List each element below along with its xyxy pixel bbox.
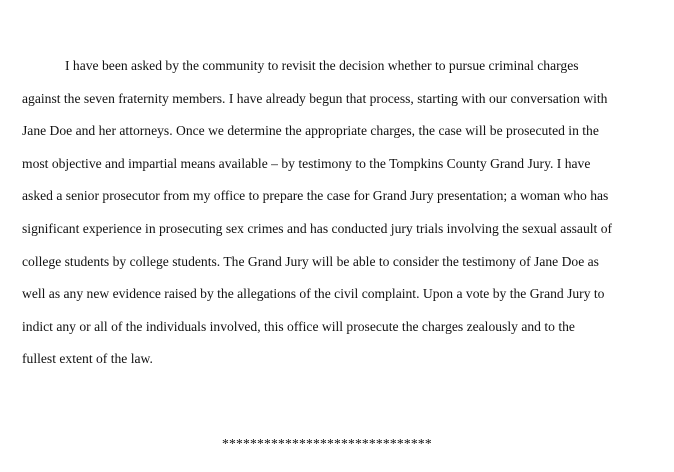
paragraph-line: most objective and impartial means available – by testimony to the Tompkins County Grand Jury. I have [22,155,591,171]
paragraph-line: I have been asked by the community to revisit the decision whether to pursue criminal charges [65,58,579,73]
section-separator: ****************************** [222,436,432,451]
paragraph-line: against the seven fraternity members. I have already begun that process, starting with our conversation with [22,90,608,106]
paragraph-line: well as any new evidence raised by the allegations of the civil complaint. Upon a vote by the Grand Jury to [22,286,605,302]
paragraph-line: college students by college students. The Grand Jury will be able to consider the testimony of Jane Doe as [22,253,599,269]
paragraph-line: asked a senior prosecutor from my office to prepare the case for Grand Jury presentation; a woman who has [22,188,609,204]
paragraph-line: significant experience in prosecuting sex crimes and has conducted jury trials involving the sexual assault of [22,220,613,236]
statement-paragraph [22,55,662,381]
paragraph-line: indict any or all of the individuals involved, this office will prosecute the charges zealously and to the [22,318,575,334]
paragraph-line: Jane Doe and her attorneys. Once we determine the appropriate charges, the case will be prosecuted in the [22,123,599,139]
paragraph-line: fullest extent of the law. [22,351,153,367]
